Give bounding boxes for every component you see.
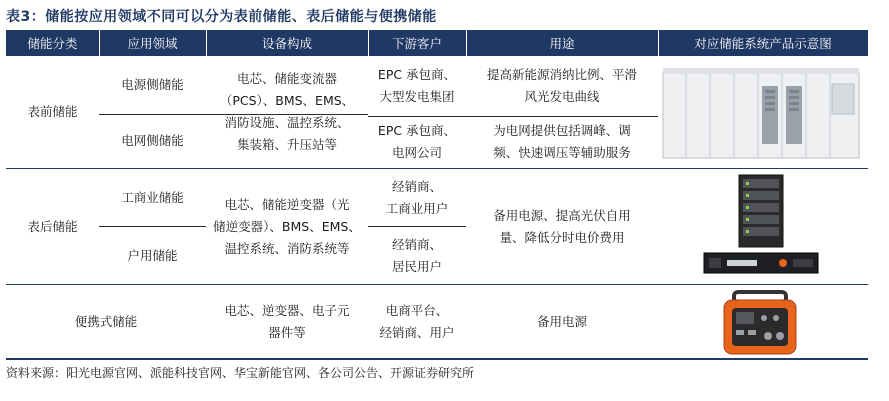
source-note: 资料来源：阳光电源官网、派能科技官网、华宝新能官网、各公司公告、开源证券研究所 xyxy=(6,366,475,380)
header-category: 储能分类 xyxy=(6,30,99,56)
field-cell: 户用储能 xyxy=(127,247,178,263)
customers-cell: 经销商、 居民用户 xyxy=(391,236,442,274)
customers-cell: EPC 承包商、 电网公司 xyxy=(377,123,457,160)
portable-power-station-image xyxy=(722,290,798,356)
header-divider xyxy=(99,30,100,56)
equipment-cell: 电芯、逆变器、电子元 器件等 xyxy=(224,302,350,340)
category-cell: 表前储能 xyxy=(27,104,78,119)
field-cell: 工商业储能 xyxy=(121,189,184,205)
category-cell: 便携式储能 xyxy=(74,313,138,329)
header-product-image: 对应储能系统产品示意图 xyxy=(658,30,868,56)
equipment-cell: 电芯、储能变流器 （PCS）、BMS、EMS、 消防设施、温控系统、 集装箱、升压站等 xyxy=(219,71,355,152)
table-title: 表3：储能按应用领域不同可以分为表前储能、表后储能与便携储能 xyxy=(6,9,437,25)
header-equipment: 设备构成 xyxy=(206,30,368,56)
header-divider xyxy=(206,30,207,56)
home-battery-module-image xyxy=(703,250,819,276)
use-cell: 备用电源 xyxy=(536,313,587,329)
table-bottom-rule xyxy=(6,358,868,360)
header-customers: 下游客户 xyxy=(368,30,466,56)
header-use: 用途 xyxy=(466,30,658,56)
battery-rack-image xyxy=(738,174,784,248)
use-cell: 备用电源、提高光伏自用 量、降低分时电价费用 xyxy=(493,207,631,245)
category-cell: 表后储能 xyxy=(27,218,78,234)
field-cell: 电源侧储能 xyxy=(121,77,184,92)
header-divider xyxy=(368,30,369,56)
customers-cell: 电商平台、 经销商、用户 xyxy=(379,302,455,340)
use-cell: 为电网提供包括调峰、调 频、快速调压等辅助服务 xyxy=(493,123,631,160)
header-divider xyxy=(466,30,467,56)
field-cell: 电网侧储能 xyxy=(121,133,184,148)
container-storage-cabinet-image xyxy=(662,66,862,162)
customers-cell: 经销商、 工商业用户 xyxy=(385,178,449,216)
use-cell: 提高新能源消纳比例、平滑 风光发电曲线 xyxy=(486,67,637,104)
equipment-cell: 电芯、储能逆变器（光 储逆变器）、BMS、EMS、 温控系统、消防系统等 xyxy=(213,196,361,256)
header-field: 应用领域 xyxy=(99,30,206,56)
customers-cell: EPC 承包商、 大型发电集团 xyxy=(377,67,457,104)
header-divider xyxy=(658,30,659,56)
